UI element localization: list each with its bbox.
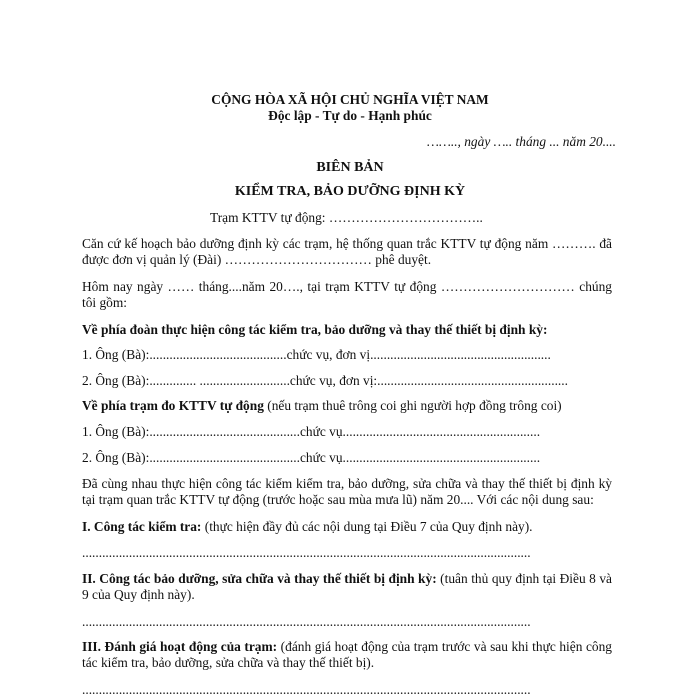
basis-paragraph: Căn cứ kế hoạch bảo dưỡng định kỳ các trạm, hệ thống quan trắc KTTV tự động năm ………. đã được đơn vị quản lý (Đài) …………………………… phê duyệt. <box>82 236 612 267</box>
section-2-heading <box>82 571 612 603</box>
station-heading-bold: Về phía trạm đo KTTV tự động <box>82 398 264 413</box>
section-1-dots: ...................................................................................................................................... <box>82 545 531 560</box>
section-3-title: III. Đánh giá hoạt động của trạm: <box>82 639 278 654</box>
team-member-1: 1. Ông (Bà):.........................................chức vụ, đơn vị...................................................... <box>82 347 551 362</box>
agreement-paragraph: Đã cùng nhau thực hiện công tác kiểm kiểm tra, bảo dưỡng, sửa chữa và thay thế thiết bị định kỳ tại trạm quan trắc KTTV tự động (trước hoặc sau mùa mưa lũ) năm 20.... Với các nội dung sau: <box>82 476 612 507</box>
station-name-line: Trạm KTTV tự động: …………………………….. <box>210 210 483 225</box>
section-1-heading <box>82 519 533 535</box>
station-heading <box>82 398 562 414</box>
section-2-title: II. Công tác bảo dưỡng, sửa chữa và thay thế thiết bị định kỳ: <box>82 571 437 586</box>
section-1-title: I. Công tác kiểm tra: <box>82 519 202 534</box>
station-heading-note: (nếu trạm thuê trông coi ghi người hợp đồng trông coi) <box>263 398 562 413</box>
country-heading: CỘNG HÒA XÃ HỘI CHỦ NGHĨA VIỆT NAM <box>211 92 489 107</box>
document-subtitle: KIỂM TRA, BẢO DƯỠNG ĐỊNH KỲ <box>234 184 466 199</box>
section-3-dots: ...................................................................................................................................... <box>82 682 531 697</box>
station-member-2: 2. Ông (Bà):.............................................chức vụ........................................................... <box>82 450 541 465</box>
team-member-2: 2. Ông (Bà):.............. ...........................chức vụ, đơn vị:......................................................... <box>82 373 568 388</box>
section-2-note: (tuân thủ quy định tại Điều 8 và 9 của Quy định này). <box>82 571 612 602</box>
section-3-note: (đánh giá hoạt động của trạm trước và sau khi thực hiện công tác kiểm tra, bảo dưỡng, sửa chữa và thay thế thiết bị). <box>82 639 612 670</box>
date-line: …….., ngày ….. tháng ... năm 20.... <box>427 134 616 149</box>
section-1-note: (thực hiện đầy đủ các nội dung tại Điều 7 của Quy định này). <box>201 519 533 534</box>
team-heading: Về phía đoàn thực hiện công tác kiểm tra, bảo dưỡng và thay thế thiết bị định kỳ: <box>82 322 548 337</box>
attendance-paragraph: Hôm nay ngày …… tháng....năm 20…., tại trạm KTTV tự động ………………………… chúng tôi gồm: <box>82 279 612 310</box>
section-2-dots: ...................................................................................................................................... <box>82 614 531 629</box>
station-member-1: 1. Ông (Bà):.............................................chức vụ........................................................... <box>82 424 541 439</box>
motto: Độc lập - Tự do - Hạnh phúc <box>268 108 432 123</box>
document-title: BIÊN BẢN <box>316 160 384 175</box>
section-3-heading <box>82 639 612 671</box>
